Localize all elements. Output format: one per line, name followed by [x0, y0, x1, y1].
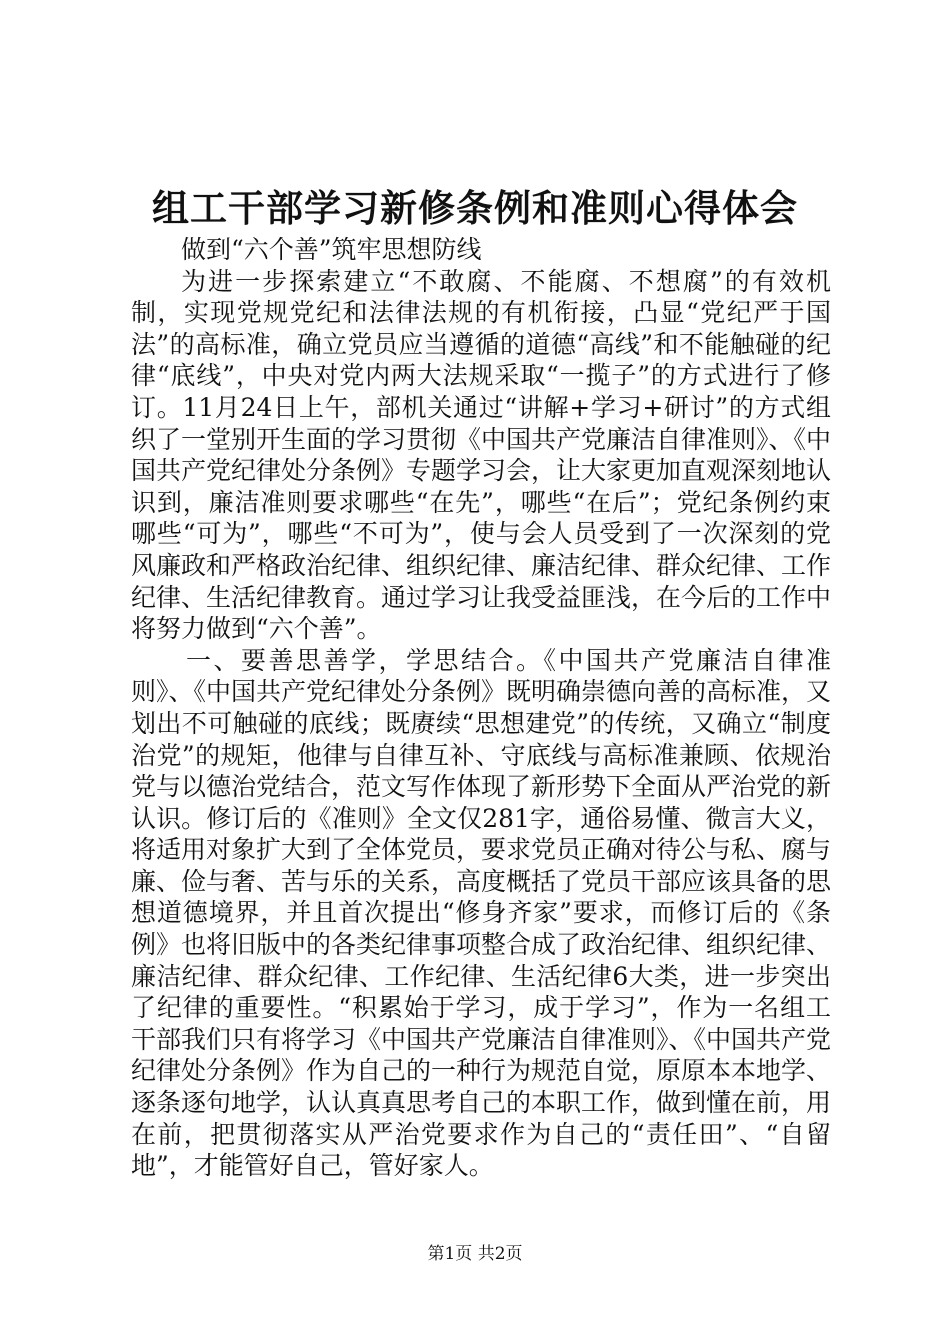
document-body	[131, 234, 831, 1182]
page-indicator: 第1页 共2页	[427, 1244, 523, 1264]
body-paragraph: 一、要善思善学，学思结合。《中国共产党廉洁自律准则》、《中国共产党纪律处分条例》既明确崇德向善的高标准，又划出不可触碰的底线；既赓续“思想建党”的传统，又确立“制度治党”的规矩，他律与自律互补、守底线与高标准兼顾、依规治党与以德治党结合，范文写作体现了新形势下全面从严治党的新认识。修订后的《准则》全文仅281字，通俗易懂、微言大义，将适用对象扩大到了全体党员，要求党员正确对待公与私、腐与廉、俭与奢、苦与乐的关系，高度概括了党员干部应该具备的思想道德境界，并且首次提出“修身齐家”要求，而修订后的《条例》也将旧版中的各类纪律事项整合成了政治纪律、组织纪律、廉洁纪律、群众纪律、工作纪律、生活纪律6大类，进一步突出了纪律的重要性。“积累始于学习，成于学习”，作为一名组工干部我们只有将学习《中国共产党廉洁自律准则》、《中国共产党纪律处分条例》作为自己的一种行为规范自觉，原原本本地学、逐条逐句地学，认认真真思考自己的本职工作，做到懂在前，用在前，把贯彻落实从严治党要求作为自己的“责任田”、“自留地”，才能管好自己，管好家人。	[131, 645, 832, 1181]
page-footer	[0, 1242, 950, 1266]
document-title: 组工干部学习新修条例和准则心得体会	[152, 186, 798, 230]
document-subtitle: 做到“六个善”筑牢思想防线	[181, 235, 482, 264]
body-paragraph: 为进一步探索建立“不敢腐、不能腐、不想腐”的有效机制，实现党规党纪和法律法规的有机衔接，凸显“党纪严于国法”的高标准，确立党员应当遵循的道德“高线”和不能触碰的纪律“底线”，中央对党内两大法规采取“一揽子”的方式进行了修订。11月24日上午，部机关通过“讲解+学习+研讨”的方式组织了一堂别开生面的学习贯彻《中国共产党廉洁自律准则》、《中国共产党纪律处分条例》专题学习会，让大家更加直观深刻地认识到，廉洁准则要求哪些“在先”，哪些“在后”；党纪条例约束哪些“可为”，哪些“不可为”，使与会人员受到了一次深刻的党风廉政和严格政治纪律、组织纪律、廉洁纪律、群众纪律、工作纪律、生活纪律教育。通过学习让我受益匪浅，在今后的工作中将努力做到“六个善”。	[131, 266, 832, 644]
